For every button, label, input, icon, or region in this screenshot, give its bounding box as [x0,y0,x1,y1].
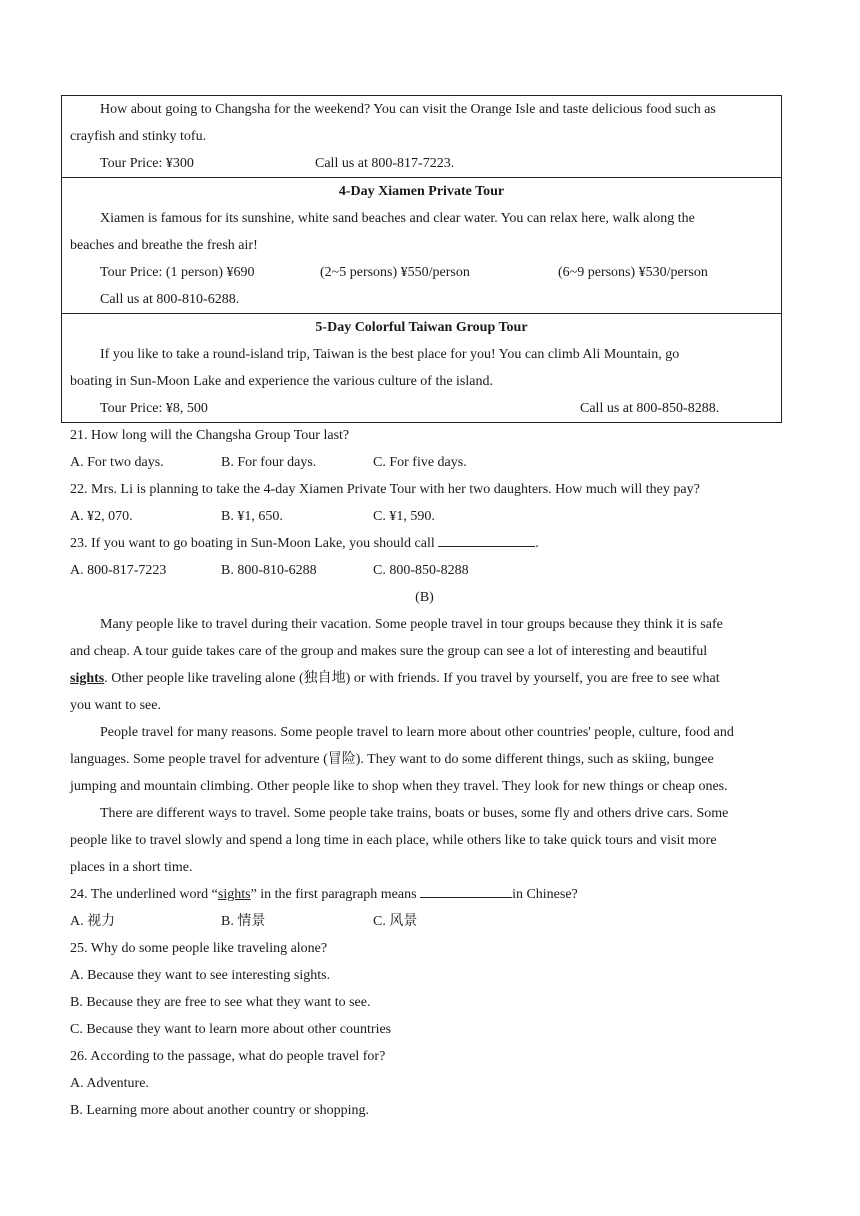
q25-option-b: B. Because they are free to see what they want to see. [70,995,371,1010]
q21-option-a: A. For two days. [70,455,164,470]
question-21-options [70,449,790,476]
xiamen-phone: Call us at 800-810-6288. [100,292,240,307]
q22-option-c: C. ¥1, 590. [373,509,435,524]
xiamen-tour-cell [62,178,781,314]
passage-p2-line2: languages. Some people travel for adventure (冒险). They want to do some different things, such as skiing, bungee [70,752,714,767]
question-21: 21. How long will the Changsha Group Tour last? [70,428,350,443]
changsha-desc-line1: How about going to Changsha for the weekend? You can visit the Orange Isle and taste delicious food such as [100,102,716,117]
passage-p1-line3-rest: . Other people like traveling alone (独自地) or with friends. If you travel by yourself, you are free to see what [104,671,720,686]
passage-p3-line1: There are different ways to travel. Some people take trains, boats or buses, some fly and others drive cars. Some [100,806,729,821]
q26-option-b: B. Learning more about another country or shopping. [70,1103,369,1118]
changsha-tour-cell [62,96,781,178]
xiamen-tour-title: 4-Day Xiamen Private Tour [338,184,505,199]
changsha-price: Tour Price: ¥300 [100,156,194,171]
changsha-phone: Call us at 800-817-7223. [315,156,455,171]
taiwan-tour-cell [62,314,781,422]
q25-option-c: C. Because they want to learn more about other countries [70,1022,392,1037]
xiamen-desc-line1: Xiamen is famous for its sunshine, white sand beaches and clear water. You can relax here, walk along the [100,211,695,226]
q23-period: . [535,536,539,551]
tour-ad-table [61,95,782,423]
taiwan-phone: Call us at 800-850-8288. [580,401,720,416]
q23-option-b: B. 800-810-6288 [221,563,317,578]
xiamen-price-large-group: (6~9 persons) ¥530/person [558,265,708,280]
passage-p2-line1: People travel for many reasons. Some people travel to learn more about other countries' people, culture, food and [100,725,734,740]
q23-option-c: C. 800-850-8288 [373,563,469,578]
q21-option-c: C. For five days. [373,455,467,470]
xiamen-price-row [70,259,773,286]
q23-answer-blank [438,531,535,547]
question-26: 26. According to the passage, what do people travel for? [70,1049,386,1064]
question-22: 22. Mrs. Li is planning to take the 4-day Xiamen Private Tour with her two daughters. How much will they pay? [70,482,700,497]
taiwan-desc-line1: If you like to take a round-island trip, Taiwan is the best place for you! You can climb Ali Mountain, go [100,347,680,362]
question-22-options [70,503,790,530]
xiamen-price-single: Tour Price: (1 person) ¥690 [100,265,255,280]
q24-text-mid: ” in the first paragraph means [250,887,421,902]
q26-option-a: A. Adventure. [70,1076,149,1091]
taiwan-price-row [70,395,773,422]
changsha-desc-line2: crayfish and stinky tofu. [70,129,207,144]
passage-p2-line3: jumping and mountain climbing. Other people like to shop when they travel. They look for new things or cheap ones. [70,779,728,794]
taiwan-tour-title: 5-Day Colorful Taiwan Group Tour [315,320,528,335]
q24-option-c: C. 风景 [373,914,418,929]
q23-text: 23. If you want to go boating in Sun-Moon Lake, you should call [70,536,435,551]
section-b-label: (B) [415,590,434,605]
passage-p3-line2: people like to travel slowly and spend a long time in each place, while others like to take quick tours and visit more [70,833,717,848]
question-23-options [70,557,790,584]
passage-p1-line3 [70,665,790,692]
q24-text-start: 24. The underlined word “ [70,887,218,902]
q24-text-end: in Chinese? [512,887,578,902]
passage-p1-line4: you want to see. [70,698,161,713]
q22-option-b: B. ¥1, 650. [221,509,283,524]
changsha-price-row [70,150,773,177]
passage-p1-line2: and cheap. A tour guide takes care of the group and makes sure the group can see a lot of interesting and beautiful [70,644,708,659]
underlined-word-sights: sights [70,671,105,686]
question-24 [70,881,790,908]
questions-area [70,422,790,1124]
q23-option-a: A. 800-817-7223 [70,563,167,578]
q24-option-b: B. 情景 [221,914,266,929]
passage-p3-line3: places in a short time. [70,860,193,875]
xiamen-price-small-group: (2~5 persons) ¥550/person [320,265,470,280]
q25-option-a: A. Because they want to see interesting sights. [70,968,331,983]
xiamen-desc-line2: beaches and breathe the fresh air! [70,238,258,253]
question-24-options [70,908,790,935]
passage-p1-line1: Many people like to travel during their vacation. Some people travel in tour groups because they think it is safe [100,617,723,632]
q24-option-a: A. 视力 [70,914,116,929]
question-25: 25. Why do some people like traveling alone? [70,941,328,956]
taiwan-price: Tour Price: ¥8, 500 [100,401,208,416]
q21-option-b: B. For four days. [221,455,317,470]
taiwan-desc-line2: boating in Sun-Moon Lake and experience the various culture of the island. [70,374,493,389]
question-23 [70,530,790,557]
q24-answer-blank [420,882,512,898]
q24-underlined-word: sights [217,887,251,902]
q22-option-a: A. ¥2, 070. [70,509,133,524]
